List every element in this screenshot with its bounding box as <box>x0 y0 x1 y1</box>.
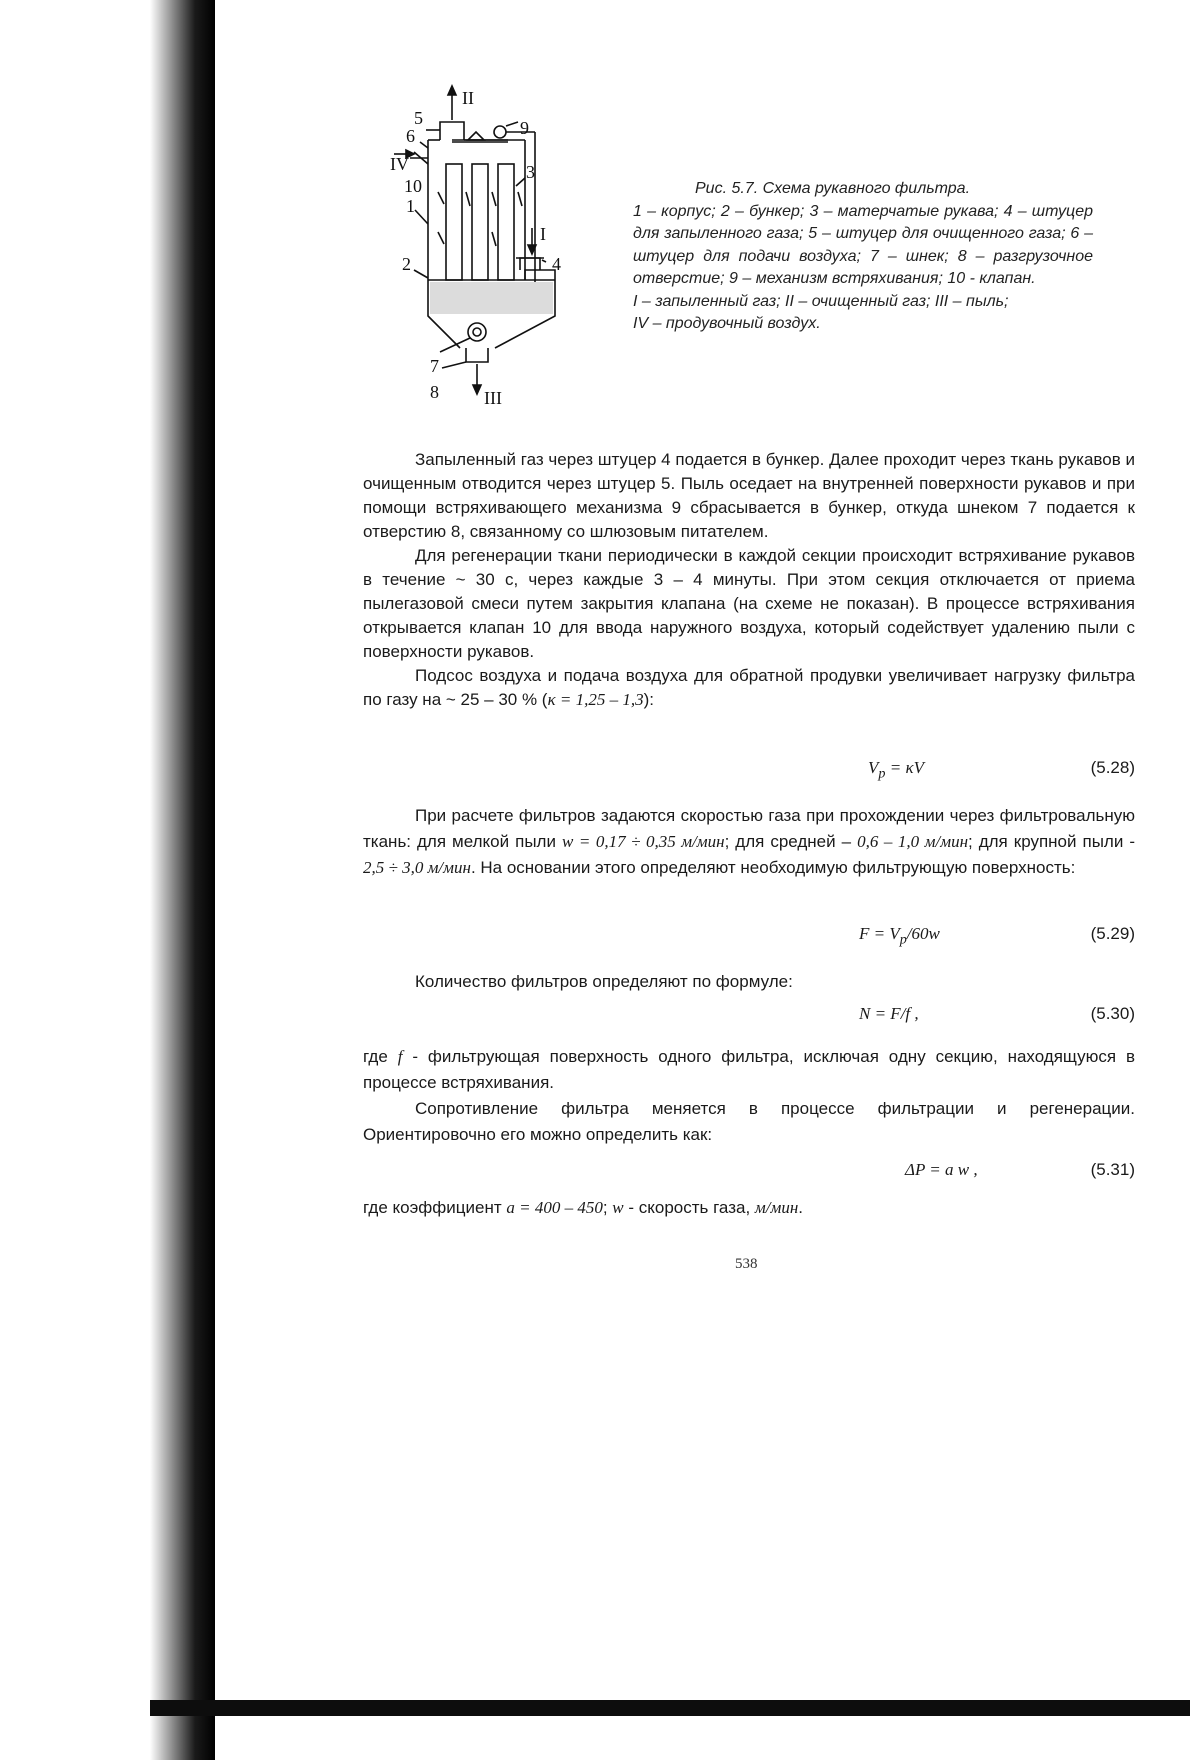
body-block-2 <box>363 803 1135 881</box>
body-block-4 <box>363 1044 1135 1148</box>
scan-shadow-left <box>0 0 215 1760</box>
label-n4: 4 <box>552 254 561 274</box>
formula-5-28: $V_p = \kappa V$ (5.28) <box>868 758 1135 782</box>
formula-number-5-29: (5.29) <box>1090 924 1135 943</box>
label-r1: I <box>540 224 546 244</box>
label-n7: 7 <box>430 356 439 376</box>
paragraph-6: где f - фильтрующая поверхность одного фильтра, исключая одну секцию, находящуюся в процессе встряхивания. <box>363 1047 1135 1092</box>
caption-legend-line2: IV – продувочный воздух. <box>633 315 821 332</box>
caption-legend-line1: I – запыленный газ; II – очищенный газ; III – пыль; <box>633 292 1009 310</box>
paragraph-4: При расчете фильтров задаются скоростью газа при прохождении через фильтровальную ткань: для мелкой пыли w = 0,17 ÷ 0,35 м/мин; для средней – 0,6 – 1,0 м/мин; для крупной пыли - 2,5 ÷ 3,0 м/мин. На основании этого определяют необходимую фильтрующую поверхность: <box>363 806 1135 877</box>
page-number: 538 <box>735 1256 758 1272</box>
scan-shadow-bottom <box>150 1700 1190 1716</box>
label-r2: II <box>462 88 474 108</box>
body-block-5 <box>363 1196 1135 1220</box>
label-n5: 5 <box>414 108 423 128</box>
formula-5-31: ΔP = a w , (5.31) <box>905 1160 1135 1179</box>
paragraph-8: где коэффициент a = 400 – 450; w - скорость газа, м/мин. <box>363 1198 803 1217</box>
figure-caption <box>633 178 1093 336</box>
bag-filter-diagram <box>390 82 605 417</box>
formula-number-5-28: (5.28) <box>1090 758 1135 777</box>
document-page <box>215 0 1190 1700</box>
label-r4: IV <box>390 154 409 174</box>
label-n2: 2 <box>402 254 411 274</box>
paragraph-7: Сопротивление фильтра меняется в процессе фильтрации и регенерации. Ориентировочно его можно определить как: <box>363 1099 1135 1144</box>
body-block-1 <box>363 448 1135 712</box>
body-block-3 <box>363 970 1135 994</box>
formula-number-5-30: (5.30) <box>1090 1004 1135 1023</box>
label-n1: 1 <box>406 196 415 216</box>
label-n3: 3 <box>526 162 535 182</box>
formula-5-30: N = F/f , (5.30) <box>859 1004 1135 1023</box>
paragraph-2: Для регенерации ткани периодически в каждой секции происходит встряхивание рукавов в течение ~ 30 с, через каждые 3 – 4 минуты. При этом секция отключается от приема пылегазовой смеси путем закрытия клапана (на схеме не показан). В процессе встряхивания открывается клапан 10 для ввода наружного воздуха, который содействует удалению пыли с поверхности рукавов. <box>363 546 1135 661</box>
paragraph-3: Подсос воздуха и подача воздуха для обратной продувки увеличивает нагрузку фильтра по газу на ~ 25 – 30 % (κ = 1,25 – 1,3): <box>363 666 1135 709</box>
label-n9: 9 <box>520 118 529 138</box>
label-n6: 6 <box>406 126 415 146</box>
caption-description: 1 – корпус; 2 – бункер; 3 – матерчатые рукава; 4 – штуцер для запыленного газа; 5 – штуцер для очищенного газа; 6 – штуцер для подачи воздуха; 7 – шнек; 8 – разгрузочное отверстие; 9 – механизм встряхивания; 10 - клапан. <box>633 202 1093 287</box>
bag-filter-drawing <box>390 82 605 417</box>
math-k: κ = 1,25 – 1,3 <box>547 690 644 709</box>
formula-number-5-31: (5.31) <box>1090 1160 1135 1179</box>
label-r3: III <box>484 388 502 408</box>
caption-title: Рис. 5.7. Схема рукавного фильтра. <box>695 180 971 197</box>
paragraph-1: Запыленный газ через штуцер 4 подается в бункер. Далее проходит через ткань рукавов и очищенным отводится через штуцер 5. Пыль оседает на внутренней поверхности рукавов и при помощи встряхивающего механизма 9 сбрасывается в бункер, откуда шнеком 7 подается к отверстию 8, связанному со шлюзовым питателем. <box>363 450 1135 541</box>
paragraph-5: Количество фильтров определяют по формуле: <box>415 972 793 991</box>
label-n8: 8 <box>430 382 439 402</box>
label-n10: 10 <box>404 176 422 196</box>
formula-5-29: $F = V_p/60w$ (5.29) <box>859 924 1135 948</box>
